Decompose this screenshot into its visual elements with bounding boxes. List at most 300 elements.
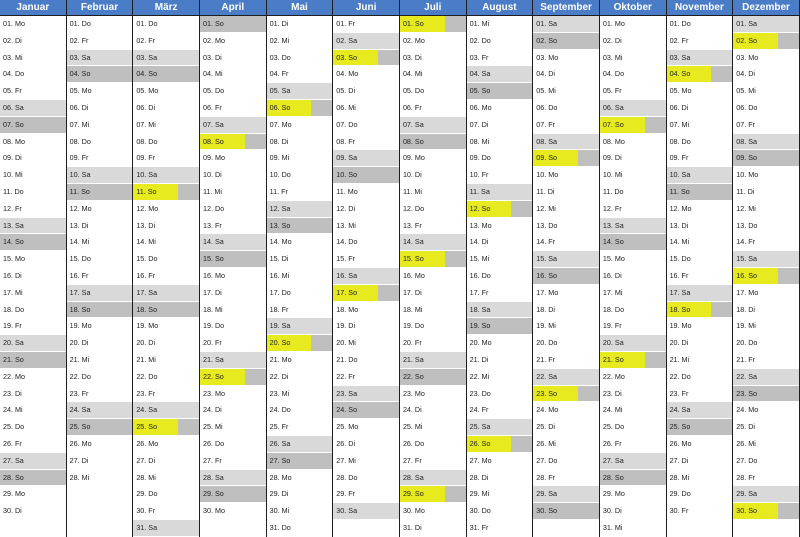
day-cell[interactable] xyxy=(467,184,533,201)
day-cell[interactable] xyxy=(0,503,66,520)
day-cell[interactable] xyxy=(400,251,466,268)
month-header[interactable]: Januar xyxy=(0,0,66,16)
day-cell[interactable] xyxy=(733,201,799,218)
day-cell[interactable] xyxy=(0,83,66,100)
day-cell[interactable] xyxy=(733,150,799,167)
day-cell[interactable] xyxy=(667,503,733,520)
day-cell[interactable] xyxy=(267,369,333,386)
day-cell[interactable] xyxy=(333,201,399,218)
day-cell[interactable] xyxy=(467,520,533,537)
day-cell[interactable] xyxy=(200,234,266,251)
month-header[interactable]: März xyxy=(133,0,199,16)
day-cell[interactable] xyxy=(267,318,333,335)
day-cell[interactable] xyxy=(533,50,599,67)
month-header[interactable]: November xyxy=(667,0,733,16)
day-cell[interactable] xyxy=(333,369,399,386)
day-cell[interactable] xyxy=(533,419,599,436)
day-cell[interactable] xyxy=(0,268,66,285)
day-cell[interactable] xyxy=(533,285,599,302)
day-cell[interactable] xyxy=(467,285,533,302)
day-cell[interactable] xyxy=(400,234,466,251)
day-cell[interactable] xyxy=(733,285,799,302)
day-cell[interactable] xyxy=(133,352,199,369)
day-cell[interactable] xyxy=(267,503,333,520)
day-cell[interactable] xyxy=(733,470,799,487)
day-cell[interactable] xyxy=(667,16,733,33)
day-cell[interactable] xyxy=(0,134,66,151)
day-cell[interactable] xyxy=(667,285,733,302)
day-cell[interactable] xyxy=(533,318,599,335)
day-cell[interactable] xyxy=(267,117,333,134)
day-cell[interactable] xyxy=(600,486,666,503)
day-cell[interactable] xyxy=(67,33,133,50)
day-cell[interactable] xyxy=(200,503,266,520)
day-cell[interactable] xyxy=(733,419,799,436)
day-cell[interactable] xyxy=(200,268,266,285)
day-cell[interactable] xyxy=(333,184,399,201)
day-cell[interactable] xyxy=(733,369,799,386)
month-header[interactable]: August xyxy=(467,0,533,16)
day-cell[interactable] xyxy=(533,369,599,386)
day-cell[interactable] xyxy=(133,335,199,352)
month-header[interactable]: September xyxy=(533,0,599,16)
day-cell[interactable] xyxy=(733,302,799,319)
day-cell[interactable] xyxy=(267,386,333,403)
day-cell[interactable] xyxy=(467,83,533,100)
day-cell[interactable] xyxy=(333,83,399,100)
day-cell[interactable] xyxy=(533,117,599,134)
day-cell[interactable] xyxy=(0,251,66,268)
day-cell[interactable] xyxy=(533,503,599,520)
day-cell[interactable] xyxy=(267,520,333,537)
day-cell[interactable] xyxy=(200,251,266,268)
day-cell[interactable] xyxy=(200,453,266,470)
day-cell[interactable] xyxy=(267,470,333,487)
day-cell[interactable] xyxy=(400,167,466,184)
day-cell[interactable] xyxy=(333,386,399,403)
day-cell[interactable] xyxy=(667,201,733,218)
day-cell[interactable] xyxy=(733,184,799,201)
day-cell[interactable] xyxy=(733,218,799,235)
day-cell[interactable] xyxy=(467,386,533,403)
month-header[interactable]: Mai xyxy=(267,0,333,16)
day-cell[interactable] xyxy=(67,234,133,251)
day-cell[interactable] xyxy=(267,66,333,83)
day-cell[interactable] xyxy=(733,486,799,503)
day-cell[interactable] xyxy=(667,150,733,167)
day-cell[interactable] xyxy=(533,302,599,319)
day-cell[interactable] xyxy=(400,520,466,537)
day-cell[interactable] xyxy=(600,50,666,67)
day-cell[interactable] xyxy=(333,218,399,235)
day-cell[interactable] xyxy=(133,369,199,386)
day-cell[interactable] xyxy=(0,16,66,33)
day-cell[interactable] xyxy=(400,33,466,50)
day-cell[interactable] xyxy=(733,402,799,419)
day-cell[interactable] xyxy=(733,33,799,50)
day-cell[interactable] xyxy=(267,486,333,503)
day-cell[interactable] xyxy=(733,66,799,83)
day-cell[interactable] xyxy=(200,134,266,151)
day-cell[interactable] xyxy=(67,50,133,67)
day-cell[interactable] xyxy=(0,486,66,503)
day-cell[interactable] xyxy=(133,184,199,201)
day-cell[interactable] xyxy=(67,100,133,117)
day-cell[interactable] xyxy=(333,503,399,520)
day-cell[interactable] xyxy=(400,402,466,419)
day-cell[interactable] xyxy=(0,386,66,403)
day-cell[interactable] xyxy=(200,352,266,369)
day-cell[interactable] xyxy=(333,402,399,419)
day-cell[interactable] xyxy=(533,66,599,83)
day-cell[interactable] xyxy=(267,184,333,201)
month-header[interactable]: Dezember xyxy=(733,0,799,16)
day-cell[interactable] xyxy=(667,453,733,470)
day-cell[interactable] xyxy=(400,150,466,167)
day-cell[interactable] xyxy=(267,218,333,235)
day-cell[interactable] xyxy=(400,50,466,67)
day-cell[interactable] xyxy=(333,167,399,184)
day-cell[interactable] xyxy=(133,201,199,218)
day-cell[interactable] xyxy=(600,268,666,285)
day-cell[interactable] xyxy=(667,184,733,201)
day-cell[interactable] xyxy=(733,167,799,184)
day-cell[interactable] xyxy=(0,234,66,251)
day-cell[interactable] xyxy=(200,386,266,403)
day-cell[interactable] xyxy=(600,402,666,419)
day-cell[interactable] xyxy=(733,234,799,251)
day-cell[interactable] xyxy=(600,83,666,100)
day-cell[interactable] xyxy=(67,285,133,302)
day-cell[interactable] xyxy=(600,302,666,319)
day-cell[interactable] xyxy=(67,218,133,235)
day-cell[interactable] xyxy=(267,453,333,470)
day-cell[interactable] xyxy=(600,167,666,184)
day-cell[interactable] xyxy=(333,436,399,453)
day-cell[interactable] xyxy=(667,470,733,487)
day-cell[interactable] xyxy=(467,302,533,319)
day-cell[interactable] xyxy=(467,503,533,520)
day-cell[interactable] xyxy=(467,66,533,83)
day-cell[interactable] xyxy=(67,470,133,487)
day-cell[interactable] xyxy=(400,436,466,453)
day-cell[interactable] xyxy=(67,369,133,386)
day-cell[interactable] xyxy=(533,150,599,167)
day-cell[interactable] xyxy=(333,285,399,302)
day-cell[interactable] xyxy=(600,66,666,83)
day-cell[interactable] xyxy=(533,268,599,285)
day-cell[interactable] xyxy=(400,453,466,470)
day-cell[interactable] xyxy=(133,285,199,302)
day-cell[interactable] xyxy=(400,100,466,117)
day-cell[interactable] xyxy=(67,352,133,369)
day-cell[interactable] xyxy=(200,369,266,386)
day-cell[interactable] xyxy=(600,352,666,369)
day-cell[interactable] xyxy=(133,402,199,419)
day-cell[interactable] xyxy=(667,218,733,235)
day-cell[interactable] xyxy=(333,419,399,436)
day-cell[interactable] xyxy=(600,419,666,436)
day-cell[interactable] xyxy=(333,33,399,50)
day-cell[interactable] xyxy=(133,100,199,117)
day-cell[interactable] xyxy=(200,318,266,335)
day-cell[interactable] xyxy=(533,436,599,453)
day-cell[interactable] xyxy=(600,386,666,403)
day-cell[interactable] xyxy=(200,486,266,503)
day-cell[interactable] xyxy=(733,134,799,151)
day-cell[interactable] xyxy=(0,369,66,386)
day-cell[interactable] xyxy=(267,100,333,117)
day-cell[interactable] xyxy=(200,150,266,167)
day-cell[interactable] xyxy=(133,436,199,453)
day-cell[interactable] xyxy=(667,352,733,369)
day-cell[interactable] xyxy=(133,134,199,151)
day-cell[interactable] xyxy=(400,218,466,235)
day-cell[interactable] xyxy=(667,402,733,419)
day-cell[interactable] xyxy=(67,453,133,470)
day-cell[interactable] xyxy=(533,218,599,235)
day-cell[interactable] xyxy=(533,234,599,251)
day-cell[interactable] xyxy=(600,318,666,335)
day-cell[interactable] xyxy=(667,486,733,503)
day-cell[interactable] xyxy=(133,470,199,487)
day-cell[interactable] xyxy=(0,100,66,117)
day-cell[interactable] xyxy=(667,335,733,352)
day-cell[interactable] xyxy=(667,419,733,436)
day-cell[interactable] xyxy=(600,100,666,117)
day-cell[interactable] xyxy=(600,335,666,352)
day-cell[interactable] xyxy=(400,16,466,33)
day-cell[interactable] xyxy=(267,150,333,167)
day-cell[interactable] xyxy=(0,470,66,487)
day-cell[interactable] xyxy=(467,470,533,487)
day-cell[interactable] xyxy=(733,16,799,33)
day-cell[interactable] xyxy=(467,369,533,386)
day-cell[interactable] xyxy=(333,352,399,369)
day-cell[interactable] xyxy=(467,453,533,470)
day-cell[interactable] xyxy=(400,503,466,520)
day-cell[interactable] xyxy=(333,150,399,167)
day-cell[interactable] xyxy=(267,268,333,285)
day-cell[interactable] xyxy=(467,117,533,134)
day-cell[interactable] xyxy=(267,419,333,436)
day-cell[interactable] xyxy=(667,117,733,134)
day-cell[interactable] xyxy=(67,184,133,201)
day-cell[interactable] xyxy=(533,201,599,218)
day-cell[interactable] xyxy=(400,66,466,83)
day-cell[interactable] xyxy=(467,251,533,268)
day-cell[interactable] xyxy=(133,167,199,184)
day-cell[interactable] xyxy=(400,486,466,503)
day-cell[interactable] xyxy=(667,83,733,100)
day-cell[interactable] xyxy=(133,16,199,33)
day-cell[interactable] xyxy=(533,470,599,487)
day-cell[interactable] xyxy=(400,335,466,352)
day-cell[interactable] xyxy=(600,117,666,134)
day-cell[interactable] xyxy=(200,470,266,487)
month-header[interactable]: Februar xyxy=(67,0,133,16)
day-cell[interactable] xyxy=(733,503,799,520)
day-cell[interactable] xyxy=(467,419,533,436)
day-cell[interactable] xyxy=(67,419,133,436)
day-cell[interactable] xyxy=(133,33,199,50)
day-cell[interactable] xyxy=(0,201,66,218)
day-cell[interactable] xyxy=(533,167,599,184)
day-cell[interactable] xyxy=(467,16,533,33)
day-cell[interactable] xyxy=(133,268,199,285)
day-cell[interactable] xyxy=(467,234,533,251)
day-cell[interactable] xyxy=(733,318,799,335)
day-cell[interactable] xyxy=(200,83,266,100)
day-cell[interactable] xyxy=(733,117,799,134)
day-cell[interactable] xyxy=(667,436,733,453)
day-cell[interactable] xyxy=(667,167,733,184)
day-cell[interactable] xyxy=(600,234,666,251)
day-cell[interactable] xyxy=(200,16,266,33)
day-cell[interactable] xyxy=(267,83,333,100)
day-cell[interactable] xyxy=(267,251,333,268)
day-cell[interactable] xyxy=(267,234,333,251)
day-cell[interactable] xyxy=(533,33,599,50)
day-cell[interactable] xyxy=(600,369,666,386)
day-cell[interactable] xyxy=(667,369,733,386)
day-cell[interactable] xyxy=(133,234,199,251)
day-cell[interactable] xyxy=(133,117,199,134)
day-cell[interactable] xyxy=(0,50,66,67)
day-cell[interactable] xyxy=(267,167,333,184)
day-cell[interactable] xyxy=(67,167,133,184)
day-cell[interactable] xyxy=(733,386,799,403)
day-cell[interactable] xyxy=(200,285,266,302)
day-cell[interactable] xyxy=(600,184,666,201)
day-cell[interactable] xyxy=(733,352,799,369)
day-cell[interactable] xyxy=(267,335,333,352)
day-cell[interactable] xyxy=(133,150,199,167)
day-cell[interactable] xyxy=(67,134,133,151)
day-cell[interactable] xyxy=(67,117,133,134)
day-cell[interactable] xyxy=(133,302,199,319)
day-cell[interactable] xyxy=(600,150,666,167)
day-cell[interactable] xyxy=(400,318,466,335)
day-cell[interactable] xyxy=(267,33,333,50)
day-cell[interactable] xyxy=(333,453,399,470)
day-cell[interactable] xyxy=(667,251,733,268)
day-cell[interactable] xyxy=(0,453,66,470)
day-cell[interactable] xyxy=(467,50,533,67)
day-cell[interactable] xyxy=(400,285,466,302)
day-cell[interactable] xyxy=(133,83,199,100)
day-cell[interactable] xyxy=(600,436,666,453)
day-cell[interactable] xyxy=(533,386,599,403)
day-cell[interactable] xyxy=(467,167,533,184)
day-cell[interactable] xyxy=(0,167,66,184)
day-cell[interactable] xyxy=(200,436,266,453)
day-cell[interactable] xyxy=(133,318,199,335)
day-cell[interactable] xyxy=(133,66,199,83)
day-cell[interactable] xyxy=(333,100,399,117)
day-cell[interactable] xyxy=(533,100,599,117)
day-cell[interactable] xyxy=(200,184,266,201)
day-cell[interactable] xyxy=(267,352,333,369)
day-cell[interactable] xyxy=(600,251,666,268)
day-cell[interactable] xyxy=(267,201,333,218)
day-cell[interactable] xyxy=(667,386,733,403)
day-cell[interactable] xyxy=(733,335,799,352)
day-cell[interactable] xyxy=(0,335,66,352)
day-cell[interactable] xyxy=(67,83,133,100)
day-cell[interactable] xyxy=(67,66,133,83)
day-cell[interactable] xyxy=(667,66,733,83)
day-cell[interactable] xyxy=(667,50,733,67)
day-cell[interactable] xyxy=(600,201,666,218)
day-cell[interactable] xyxy=(400,386,466,403)
day-cell[interactable] xyxy=(400,302,466,319)
day-cell[interactable] xyxy=(667,302,733,319)
month-header[interactable]: Juni xyxy=(333,0,399,16)
day-cell[interactable] xyxy=(600,134,666,151)
day-cell[interactable] xyxy=(267,285,333,302)
day-cell[interactable] xyxy=(267,402,333,419)
day-cell[interactable] xyxy=(333,50,399,67)
day-cell[interactable] xyxy=(533,453,599,470)
day-cell[interactable] xyxy=(200,201,266,218)
day-cell[interactable] xyxy=(533,486,599,503)
day-cell[interactable] xyxy=(0,318,66,335)
day-cell[interactable] xyxy=(467,100,533,117)
month-header[interactable]: April xyxy=(200,0,266,16)
day-cell[interactable] xyxy=(667,234,733,251)
day-cell[interactable] xyxy=(0,436,66,453)
day-cell[interactable] xyxy=(333,66,399,83)
day-cell[interactable] xyxy=(0,184,66,201)
day-cell[interactable] xyxy=(400,83,466,100)
day-cell[interactable] xyxy=(200,100,266,117)
day-cell[interactable] xyxy=(467,150,533,167)
day-cell[interactable] xyxy=(133,453,199,470)
day-cell[interactable] xyxy=(200,419,266,436)
day-cell[interactable] xyxy=(600,470,666,487)
day-cell[interactable] xyxy=(0,218,66,235)
day-cell[interactable] xyxy=(267,50,333,67)
day-cell[interactable] xyxy=(333,335,399,352)
day-cell[interactable] xyxy=(733,50,799,67)
day-cell[interactable] xyxy=(0,66,66,83)
day-cell[interactable] xyxy=(67,150,133,167)
day-cell[interactable] xyxy=(467,318,533,335)
day-cell[interactable] xyxy=(200,167,266,184)
day-cell[interactable] xyxy=(600,16,666,33)
day-cell[interactable] xyxy=(333,302,399,319)
day-cell[interactable] xyxy=(67,402,133,419)
day-cell[interactable] xyxy=(267,16,333,33)
day-cell[interactable] xyxy=(133,419,199,436)
day-cell[interactable] xyxy=(467,201,533,218)
day-cell[interactable] xyxy=(400,352,466,369)
day-cell[interactable] xyxy=(533,251,599,268)
day-cell[interactable] xyxy=(467,268,533,285)
day-cell[interactable] xyxy=(733,268,799,285)
day-cell[interactable] xyxy=(67,318,133,335)
day-cell[interactable] xyxy=(467,33,533,50)
day-cell[interactable] xyxy=(333,134,399,151)
day-cell[interactable] xyxy=(67,335,133,352)
day-cell[interactable] xyxy=(333,268,399,285)
day-cell[interactable] xyxy=(733,453,799,470)
day-cell[interactable] xyxy=(667,318,733,335)
day-cell[interactable] xyxy=(200,402,266,419)
day-cell[interactable] xyxy=(67,16,133,33)
day-cell[interactable] xyxy=(333,470,399,487)
